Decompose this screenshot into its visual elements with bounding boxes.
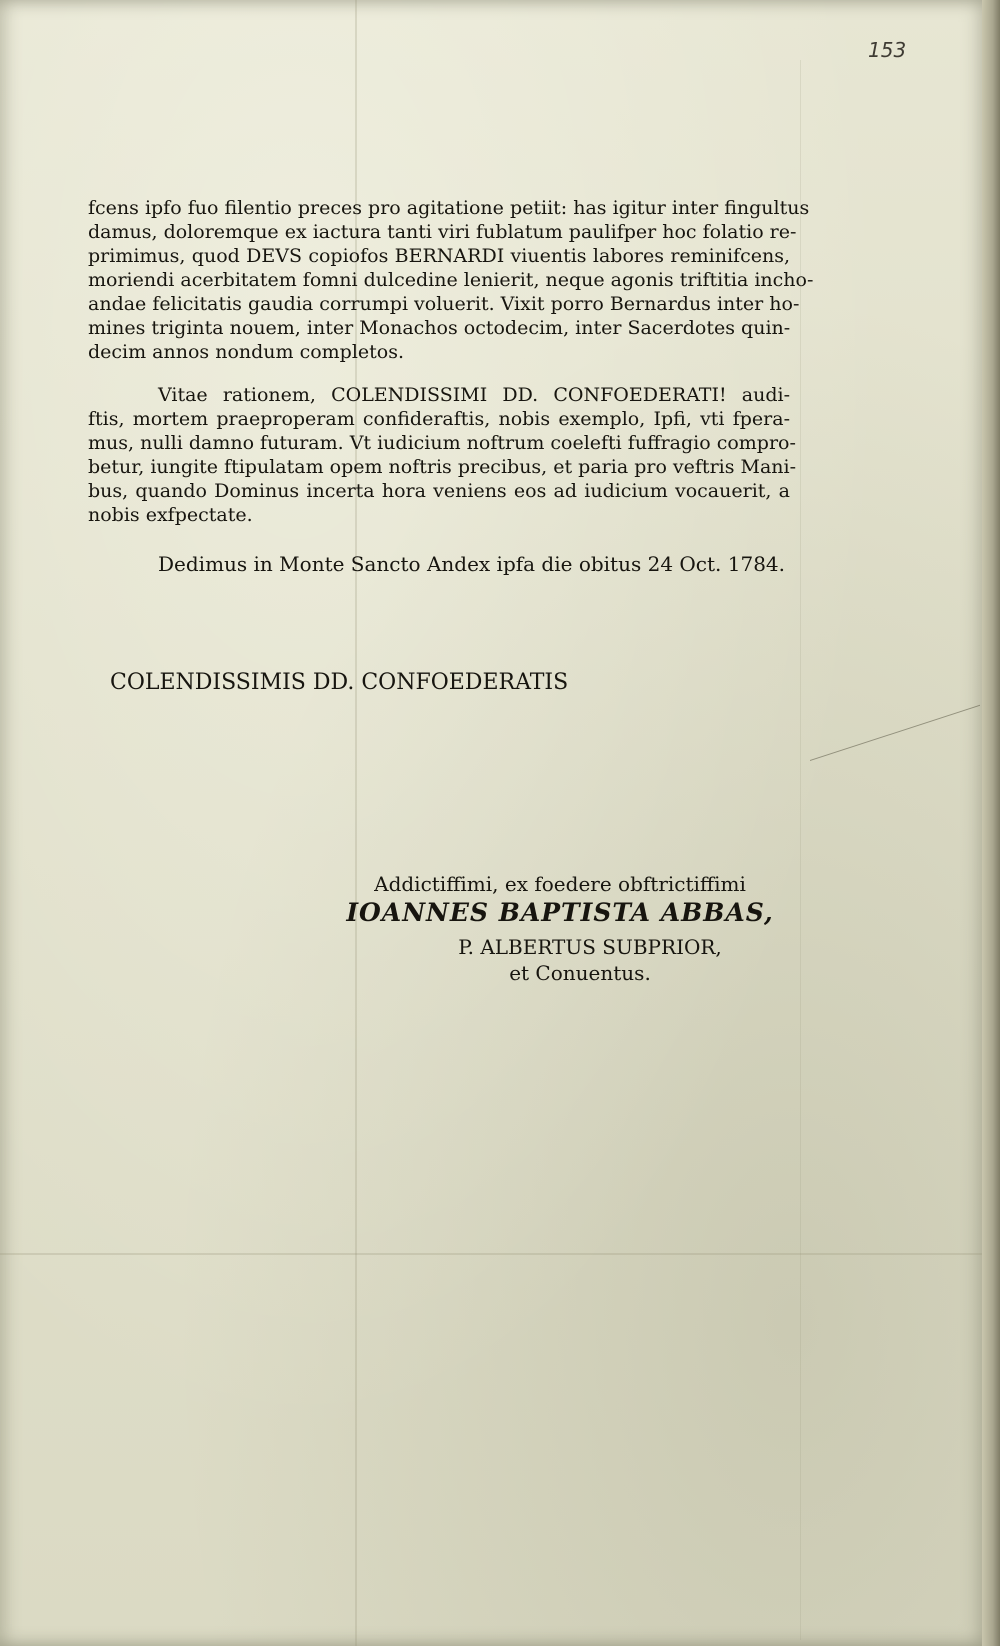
paragraph-line: andae felicitatis gaudia corrumpi voluerit. Vixit porro Bernardus inter ho- bbox=[88, 293, 800, 315]
signature-subprior: P. ALBERTUS SUBPRIOR, bbox=[458, 935, 722, 959]
page-edge bbox=[982, 0, 1000, 1646]
signature-abbot: IOANNES BAPTISTA ABBAS, bbox=[346, 898, 774, 927]
page-number: 153 bbox=[868, 38, 907, 62]
paragraph-line: moriendi acerbitatem fomni dulcedine lenierit, neque agonis triftitia incho- bbox=[88, 269, 814, 291]
signature-closing: Addictiffimi, ex foedere obftrictiffimi bbox=[374, 872, 746, 896]
paper-fold-right bbox=[800, 60, 801, 1640]
addressee: COLENDISSIMIS DD. CONFOEDERATIS bbox=[110, 670, 569, 695]
paragraph-line: mines triginta nouem, inter Monachos octodecim, inter Sacerdotes quin- bbox=[88, 317, 791, 339]
paragraph-line: bus, quando Dominus incerta hora veniens eos ad iudicium vocauerit, a bbox=[88, 480, 790, 502]
paragraph-line: damus, doloremque ex iactura tanti viri fublatum paulifper hoc folatio re- bbox=[88, 221, 797, 243]
paper-fold-horizontal bbox=[0, 1253, 990, 1255]
paragraph-line: fcens ipfo fuo filentio preces pro agitatione petiit: has igitur inter fingultus bbox=[88, 197, 810, 219]
paragraph-line: betur, iungite ftipulatam opem noftris precibus, et paria pro veftris Mani- bbox=[88, 456, 797, 478]
paper-tear-mark bbox=[810, 705, 980, 871]
paragraph-line: nobis exfpectate. bbox=[88, 504, 253, 526]
paragraph-line: ftis, mortem praeproperam confideraftis, nobis exemplo, Ipfi, vti fpera- bbox=[88, 408, 790, 430]
paragraph-line: primimus, quod DEVS copiofos BERNARDI viuentis labores reminifcens, bbox=[88, 245, 790, 267]
signature-convent: et Conuentus. bbox=[509, 961, 651, 985]
paragraph-2 bbox=[88, 383, 797, 527]
paragraph-1 bbox=[88, 196, 814, 364]
paragraph-line: Vitae rationem, COLENDISSIMI DD. CONFOEDERATI! audi- bbox=[158, 384, 790, 406]
signature-block bbox=[330, 872, 790, 985]
paragraph-line: decim annos nondum completos. bbox=[88, 341, 405, 363]
date-line: Dedimus in Monte Sancto Andex ipfa die obitus 24 Oct. 1784. bbox=[158, 552, 786, 576]
paragraph-line: mus, nulli damno futuram. Vt iudicium noftrum coelefti fuffragio compro- bbox=[88, 432, 796, 454]
